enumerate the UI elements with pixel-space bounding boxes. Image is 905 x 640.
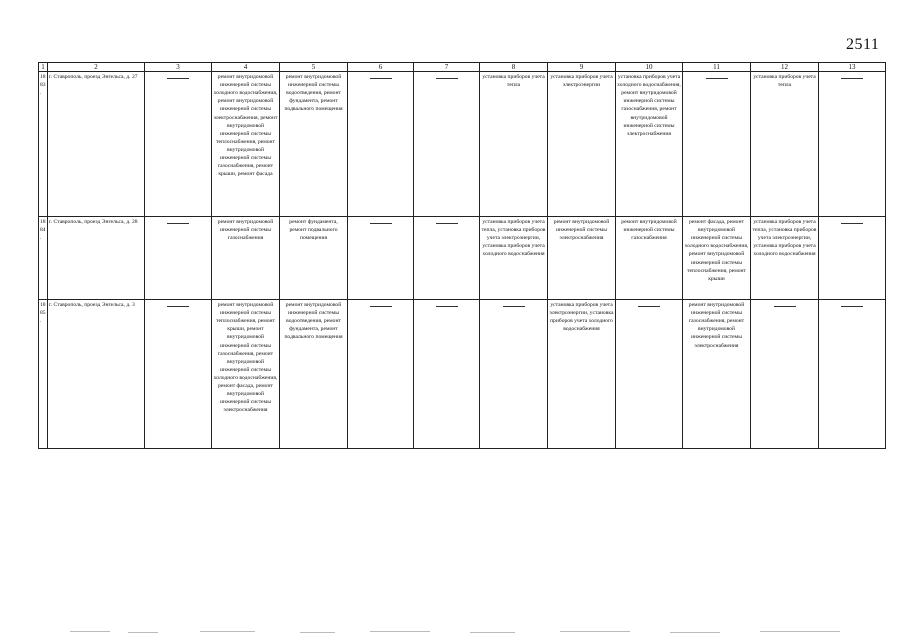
dash-mark [167,223,189,224]
capital-repair-table [38,62,886,449]
table-row [39,217,886,300]
works-cell: ремонт внутридомовой инженерной системы газоснабжения [212,217,280,300]
column-header: 10 [616,63,683,72]
works-cell: ремонт внутридомовой инженерной системы газоснабжения [616,217,683,300]
dash-mark [370,223,392,224]
empty-cell [348,217,414,300]
dash-mark [167,78,189,79]
dash-mark [503,306,525,307]
works-cell: ремонт внутридомовой инженерной системы электроснабжения [548,217,616,300]
header-row [39,63,886,72]
empty-cell [751,300,819,449]
address-cell: г. Ставрополь, проезд Энгельса, д. 3 [48,300,145,449]
column-header: 8 [480,63,548,72]
works-cell: установка приборов учета электроэнергии, установка приборов учета холодного водоснабжения [548,300,616,449]
empty-cell [145,72,212,217]
works-cell: ремонт фундамента, ремонт подвального помещения [280,217,348,300]
empty-cell [414,217,480,300]
address-cell: г. Ставрополь, проезд Энгельса, д. 27 [48,72,145,217]
empty-cell [348,300,414,449]
empty-cell [414,72,480,217]
column-header: 11 [683,63,751,72]
empty-cell [616,300,683,449]
works-cell: установка приборов учета электроэнергии [548,72,616,217]
works-cell: ремонт внутридомовой инженерной системы газоснабжения, ремонт внутридомовой инженерной системы электроснабжения [683,300,751,449]
dash-mark [167,306,189,307]
works-cell: установка приборов учета тепла, установка приборов учета электроэнергии, установка приборов учета холодного водоснабжения [751,217,819,300]
works-cell: ремонт внутридомовой инженерной системы холодного водоснабжения, ремонт внутридомовой инженерной системы электроснабжения, ремонт внутридомовой инженерной системы теплоснабжения, ремонт внутридомовой инженерной системы газоснабжения, ремонт крыши, ремонт фасада [212,72,280,217]
empty-cell [819,72,886,217]
empty-cell [145,217,212,300]
empty-cell [348,72,414,217]
scan-artifact [0,628,905,636]
column-header: 1 [39,63,48,72]
empty-cell [414,300,480,449]
works-cell: установка приборов учета тепла [480,72,548,217]
empty-cell [819,217,886,300]
works-cell: ремонт фасада, ремонт внутридомовой инженерной системы холодного водоснабжения, ремонт внутридомовой инженерной системы теплоснабжения, ремонт крыши [683,217,751,300]
column-header: 9 [548,63,616,72]
dash-mark [436,223,458,224]
dash-mark [436,306,458,307]
column-header: 13 [819,63,886,72]
column-header: 12 [751,63,819,72]
empty-cell [480,300,548,449]
dash-mark [841,223,863,224]
empty-cell [819,300,886,449]
table-row [39,300,886,449]
row-number: 1883. [39,72,48,217]
dash-mark [436,78,458,79]
dash-mark [370,306,392,307]
column-header: 6 [348,63,414,72]
empty-cell [683,72,751,217]
address-cell: г. Ставрополь, проезд Энгельса, д. 28 [48,217,145,300]
empty-cell [145,300,212,449]
column-header: 2 [48,63,145,72]
dash-mark [638,306,660,307]
dash-mark [370,78,392,79]
works-cell: установка приборов учета тепла [751,72,819,217]
page-number: 2511 [846,36,880,53]
works-cell: ремонт внутридомовой инженерной системы водоотведения, ремонт фундамента, ремонт подвального помещения [280,72,348,217]
works-cell: установка приборов учета холодного водоснабжения, ремонт внутридомовой инженерной системы газоснабжения, ремонт внутридомовой инженерной системы электроснабжения [616,72,683,217]
dash-mark [841,306,863,307]
column-header: 7 [414,63,480,72]
column-header: 4 [212,63,280,72]
works-cell: ремонт внутридомовой инженерной системы водоотведения, ремонт фундамента, ремонт подвального помещения [280,300,348,449]
row-number: 1885. [39,300,48,449]
works-cell: установка приборов учета тепла, установка приборов учета электроэнергии, установка приборов учета холодного водоснабжения [480,217,548,300]
works-cell: ремонт внутридомовой инженерной системы теплоснабжения, ремонт крыши, ремонт внутридомовой инженерной системы газоснабжения, ремонт внутридомовой инженерной системы холодного водоснабжения, ремонт фасада, ремонт внутридомовой инженерной системы электроснабжения [212,300,280,449]
dash-mark [706,78,728,79]
table-row [39,72,886,217]
dash-mark [841,78,863,79]
row-number: 1884. [39,217,48,300]
dash-mark [774,306,796,307]
column-header: 3 [145,63,212,72]
column-header: 5 [280,63,348,72]
